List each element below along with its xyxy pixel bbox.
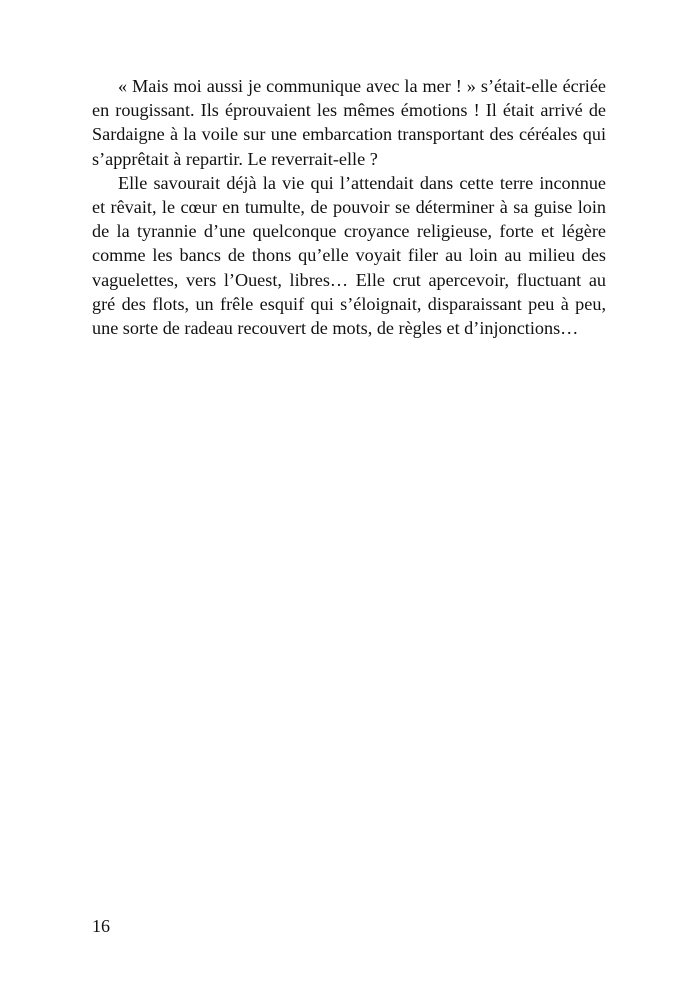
paragraph-1-line-1: « Mais moi aussi je communique avec la mer ! » s’était-elle écriée [118,76,606,96]
paragraph-1-line-4: s’apprêtait à repartir. Le reverrait-elle ? [92,148,378,169]
paragraph-2 [92,171,606,340]
body-text [92,74,606,340]
paragraph-2-line-4: comme les bancs de thons qu’elle voyait filer au loin au milieu des [92,245,606,266]
paragraph-2-line-7: une sorte de radeau recouvert de mots, de règles et d’injonctions… [92,317,579,338]
paragraph-2-line-2: et rêvait, le cœur en tumulte, de pouvoir se déterminer à sa guise loin [92,196,606,217]
paragraph-2-line-1: Elle savourait déjà la vie qui l’attendait dans cette terre inconnue [118,172,606,193]
paragraph-1-line-2: en rougissant. Ils éprouvaient les mêmes émotions ! Il était arrivé de [92,100,606,121]
paragraph-2-line-5: vaguelettes, vers l’Ouest, libres… Elle crut apercevoir, fluctuant au [92,269,606,290]
paragraph-1-line-3: Sardaigne à la voile sur une embarcation transportant des céréales qui [92,124,606,145]
paragraph-2-line-3: de la tyrannie d’une quelconque croyance religieuse, forte et légère [92,221,606,242]
paragraph-1 [92,74,606,171]
page-number: 16 [92,916,110,936]
paragraph-2-line-6: gré des flots, un frêle esquif qui s’éloignait, disparaissant peu à peu, [92,293,606,314]
